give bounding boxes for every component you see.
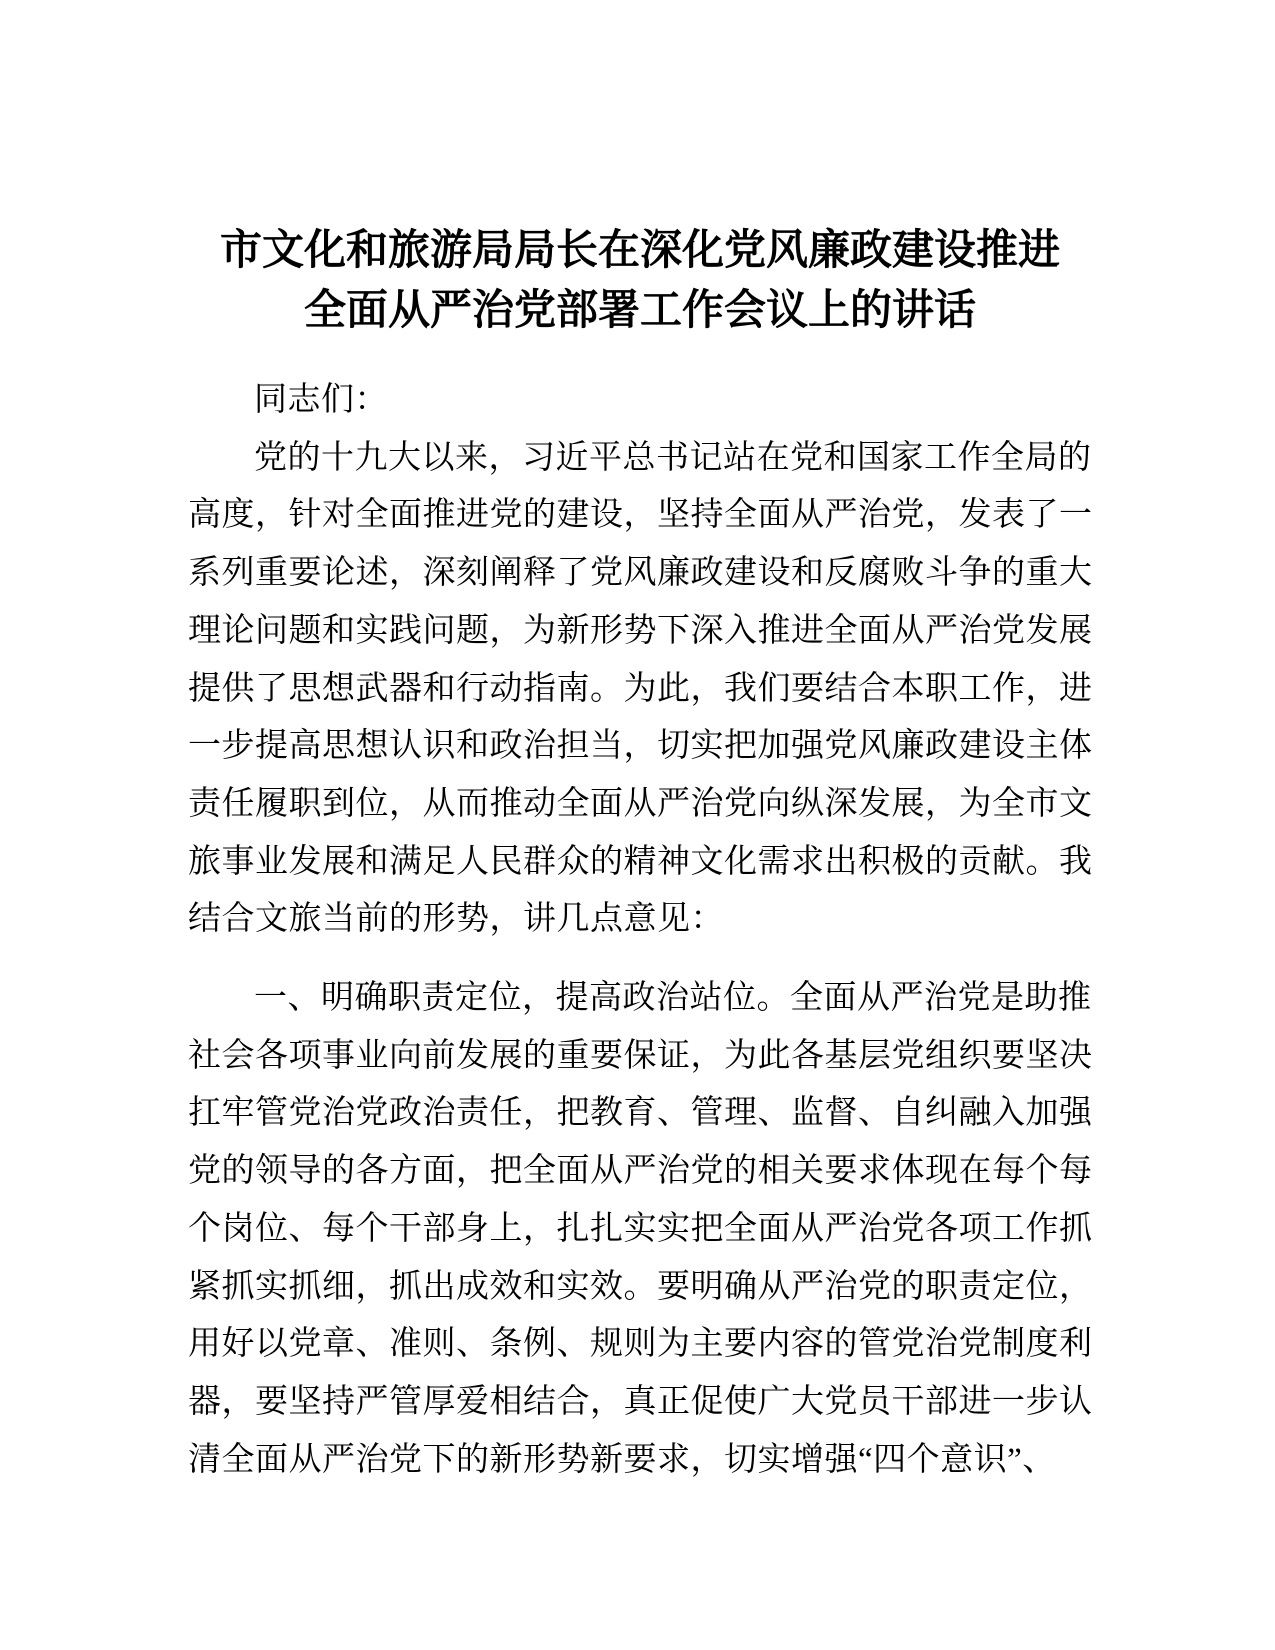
text-line: 理论问题和实践问题，为新形势下深入推进全面从严治党发展	[188, 612, 1093, 649]
text-line: 个岗位、每个干部身上，扎扎实实把全面从严治党各项工作抓	[188, 1210, 1093, 1247]
text-line: 紧抓实抓细，抓出成效和实效。要明确从严治党的职责定位，	[188, 1268, 1093, 1305]
text-line: 用好以党章、准则、条例、规则为主要内容的管党治党制度利	[188, 1326, 1093, 1363]
document-body	[188, 372, 1092, 1489]
text-line: 责任履职到位，从而推动全面从严治党向纵深发展，为全市文	[188, 785, 1093, 822]
text-line: 系列重要论述，深刻阐释了党风廉政建设和反腐败斗争的重大	[188, 555, 1093, 592]
title-line: 市文化和旅游局局长在深化党风廉政建设推进	[219, 228, 1060, 274]
text-line: 结合文旅当前的形势，讲几点意见：	[188, 901, 724, 938]
paragraph-intro	[188, 430, 1092, 949]
paragraph-salutation	[188, 372, 1092, 430]
text-line: 一步提高思想认识和政治担当，切实把加强党风廉政建设主体	[188, 728, 1093, 765]
text-line: 一、明确职责定位，提高政治站位。全面从严治党是助推	[254, 980, 1092, 1017]
text-line: 同志们：	[254, 382, 388, 418]
text-line: 社会各项事业向前发展的重要保证，为此各基层党组织要坚决	[188, 1037, 1093, 1074]
text-line: 清全面从严治党下的新形势新要求，切实增强“四个意识”、	[188, 1441, 1056, 1478]
title-line: 全面从严治党部署工作会议上的讲话	[303, 288, 976, 334]
text-line: 扛牢管党治党政治责任，把教育、管理、监督、自纠融入加强	[188, 1095, 1093, 1132]
text-line: 高度，针对全面推进党的建设，坚持全面从严治党，发表了一	[188, 497, 1093, 534]
text-line: 党的领导的各方面，把全面从严治党的相关要求体现在每个每	[188, 1153, 1093, 1190]
text-line: 器，要坚持严管厚爱相结合，真正促使广大党员干部进一步认	[188, 1383, 1093, 1420]
text-line: 提供了思想武器和行动指南。为此，我们要结合本职工作，进	[188, 670, 1093, 707]
paragraph-point-one	[188, 970, 1092, 1489]
document-title	[188, 221, 1092, 341]
text-line: 党的十九大以来，习近平总书记站在党和国家工作全局的	[254, 439, 1092, 476]
text-line: 旅事业发展和满足人民群众的精神文化需求出积极的贡献。我	[188, 843, 1093, 880]
